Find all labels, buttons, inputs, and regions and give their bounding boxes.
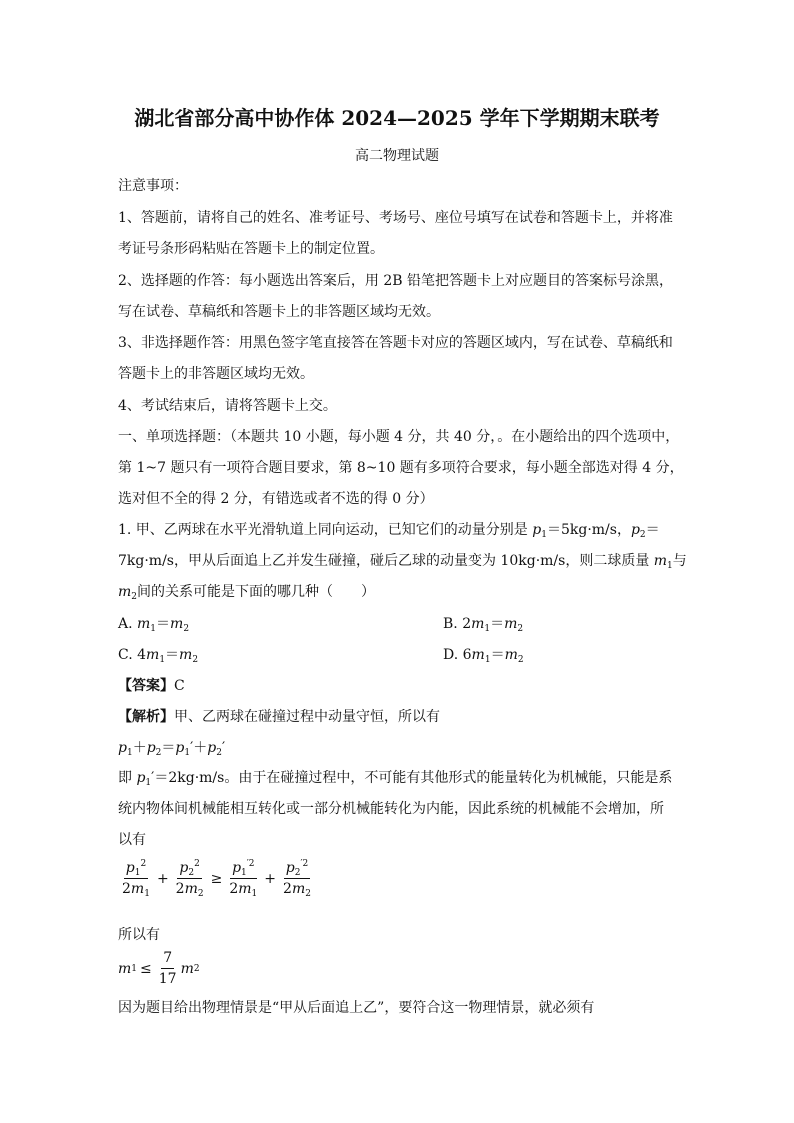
analysis-line-4: 以有 (118, 832, 146, 848)
question-1-line-3: $m_2$间的关系可能是下面的哪几种（ ） (118, 584, 376, 602)
page-title: 湖北省部分高中协作体 2024—2025 学年下学期期末联考 (134, 106, 660, 130)
section-1-line-2: 第 1~7 题只有一项符合题目要求，第 8~10 题有多项符合要求，每小题全部选对得 4 分， (118, 460, 684, 476)
energy-inequality: $\frac{p_1^2}{2m_1}$ + $\frac{p_2^2}{2m_2}$ ≥ $\frac{p_1^{'2}}{2m_1}$ + $\frac{p_2^{'2}}{2m_2}$ (122, 859, 311, 899)
analysis-line-5: 所以有 (118, 927, 160, 943)
analysis-line-3: 统内物体间机械能相互转化或一部分机械能转化为内能，因此系统的机械能不会增加，所 (118, 801, 664, 817)
notice-item-1-line-2: 考证号条形码粘贴在答题卡上的制定位置。 (118, 241, 384, 257)
section-1-line-1: 一、单项选择题：（本题共 10 小题，每小题 4 分，共 40 分，。在小题给出的四个选项中， (118, 429, 680, 445)
analysis-line-2: 即 $p_1'=2kg\cdot m/s$。由于在碰撞过程中，不可能有其他形式的能量转化为机械能，只能是系 (118, 770, 673, 788)
answer-value: C (174, 678, 185, 694)
option-c: C. $4m_1=m_2$ (118, 647, 199, 665)
option-a: A. $m_1=m_2$ (118, 616, 190, 634)
notice-item-2-line-2: 写在试卷、草稿纸和答题卡上的非答题区域均无效。 (118, 304, 440, 320)
analysis-line-6: 因为题目给出物理情景是“甲从后面追上乙”，要符合这一物理情景，就必须有 (118, 1000, 595, 1016)
notice-item-2-line-1: 2、选择题的作答：每小题选出答案后，用 2B 铅笔把答题卡上对应题目的答案标号涂黑， (118, 273, 674, 289)
mass-inequality: m 1 ≤ $\frac{7}{17}$ m 2 (118, 950, 200, 987)
notice-item-3-line-1: 3、非选择题作答：用黑色签字笔直接答在答题卡对应的答题区域内，写在试卷、草稿纸和 (118, 335, 673, 351)
momentum-equation: $p_1+p_2=p_1'+p_2'$ (118, 740, 226, 758)
page-subtitle: 高二物理试题 (355, 148, 439, 164)
notice-heading: 注意事项： (118, 178, 188, 194)
option-b: B. $2m_1=m_2$ (443, 616, 524, 634)
answer-line: 【答案】C (118, 678, 185, 694)
notice-item-3-line-2: 答题卡上的非答题区域均无效。 (118, 366, 314, 382)
analysis-line-1: 【解析】甲、乙两球在碰撞过程中动量守恒，所以有 (118, 709, 440, 725)
section-1-line-3: 选对但不全的得 2 分，有错选或者不选的得 0 分） (118, 491, 434, 507)
question-1-line-1: 1. 甲、乙两球在水平光滑轨道上同向运动，已知它们的动量分别是 $p_1=5kg\cdot m/s$，$p_2=$ (118, 522, 660, 540)
option-d: D. $6m_1=m_2$ (443, 647, 524, 665)
notice-item-4: 4、考试结束后，请将答题卡上交。 (118, 398, 337, 414)
notice-item-1-line-1: 1、答题前，请将自己的姓名、准考证号、考场号、座位号填写在试卷和答题卡上，并将准 (118, 210, 673, 226)
question-1-line-2: 7kg·m/s，甲从后面追上乙并发生碰撞，碰后乙球的动量变为 10kg·m/s，则二球质量 $m_1$与 (118, 553, 687, 571)
